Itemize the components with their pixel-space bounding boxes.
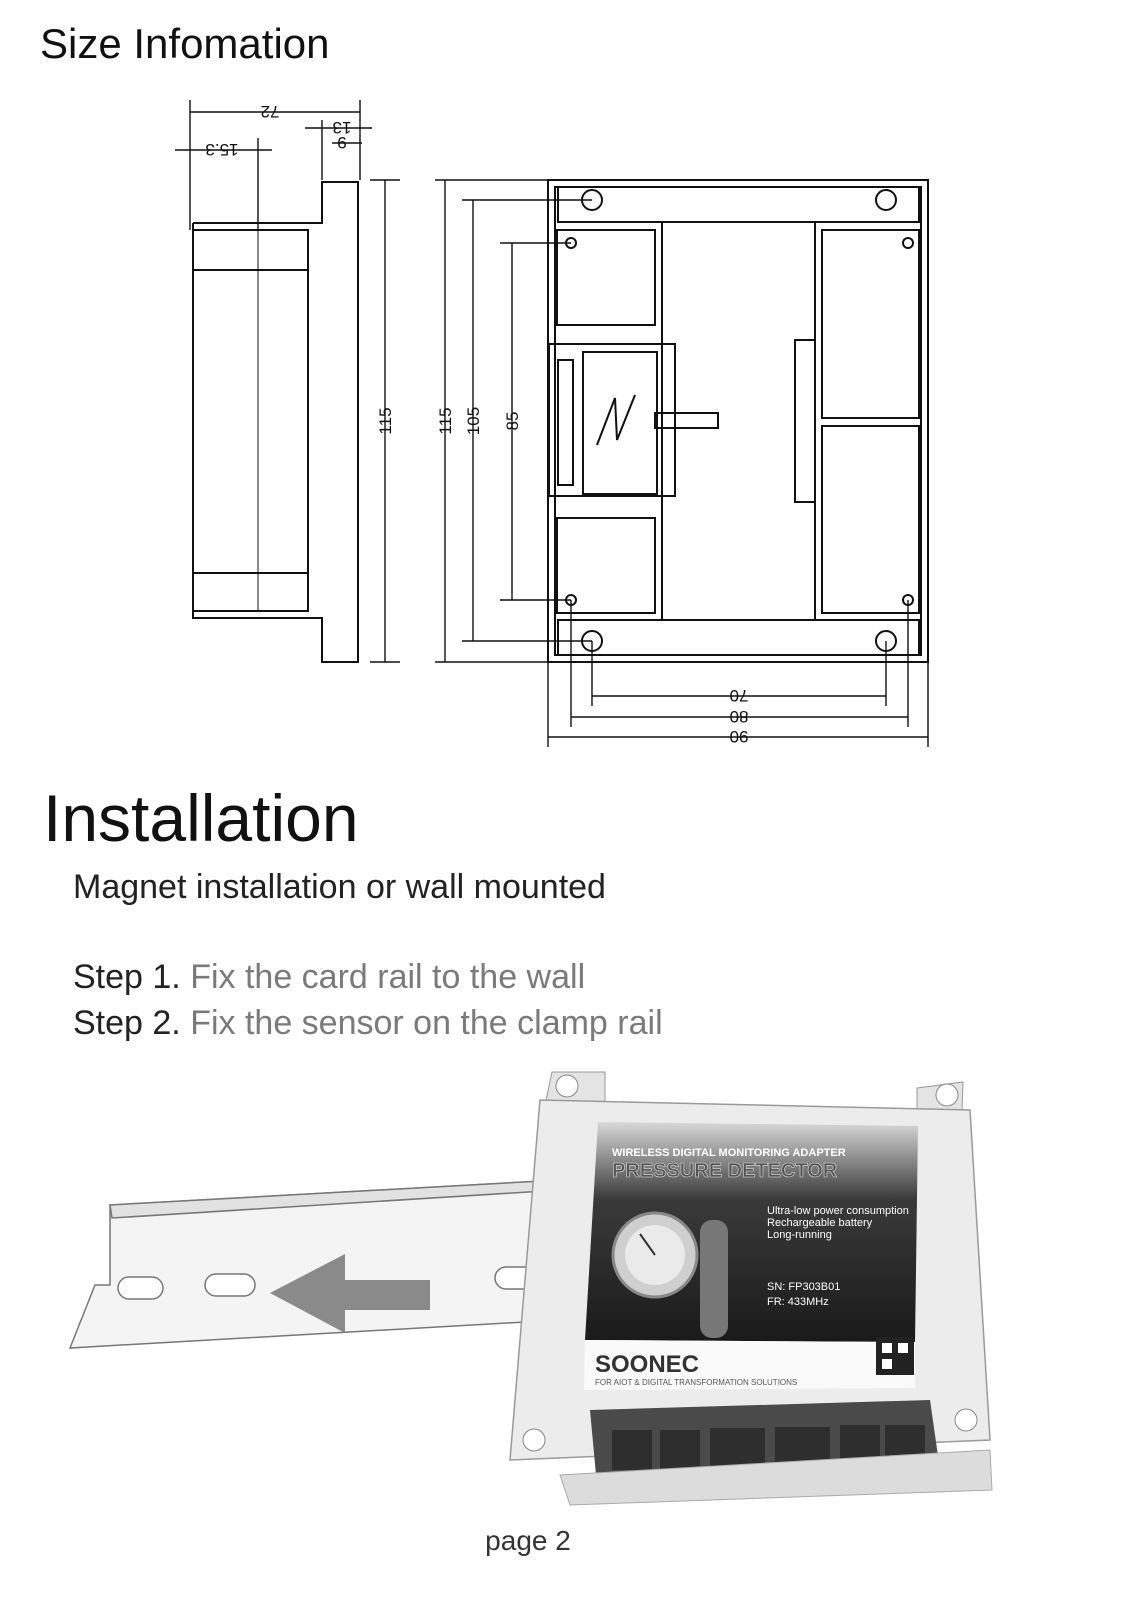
dim-13: 13 xyxy=(332,118,352,137)
label-serial: SN: FP303B01 xyxy=(767,1281,841,1293)
label-title: PRESSURE DETECTOR xyxy=(612,1160,838,1182)
dim-80: 80 xyxy=(729,707,749,726)
dim-front-115: 115 xyxy=(436,407,455,435)
installation-photo xyxy=(0,1060,1135,1510)
label-header: WIRELESS DIGITAL MONITORING ADAPTER xyxy=(612,1147,846,1159)
label-feature-3: Long-running xyxy=(767,1229,832,1241)
brand-tagline: FOR AIOT & DIGITAL TRANSFORMATION SOLUTIONS xyxy=(595,1378,798,1387)
side-view-outline xyxy=(193,182,358,662)
dim-90: 90 xyxy=(729,727,749,746)
label-feature-2: Rechargeable battery xyxy=(767,1217,873,1229)
dim-15-3: 15.3 xyxy=(205,140,239,159)
step-1-text: Fix the card rail to the wall xyxy=(180,958,586,996)
installation-heading: Installation xyxy=(43,781,359,855)
step-2 xyxy=(73,1004,663,1043)
dim-72: 72 xyxy=(260,102,280,121)
din-rail xyxy=(70,1180,560,1348)
step-1-label: Step 1. xyxy=(73,958,181,996)
brand-logo: SOONEC xyxy=(595,1351,700,1378)
step-2-text: Fix the sensor on the clamp rail xyxy=(180,1004,663,1042)
step-1 xyxy=(73,958,585,997)
dim-70: 70 xyxy=(729,686,749,705)
label-feature-1: Ultra-low power consumption xyxy=(767,1205,909,1217)
step-2-label: Step 2. xyxy=(73,1004,181,1042)
dim-105: 105 xyxy=(464,406,483,436)
page-number: page 2 xyxy=(485,1525,571,1556)
sensor-device xyxy=(510,1072,992,1505)
dim-85: 85 xyxy=(503,411,522,431)
front-view-outline xyxy=(548,180,928,662)
installation-subtitle: Magnet installation or wall mounted xyxy=(73,868,606,906)
dim-9: 9 xyxy=(337,133,347,152)
size-information-heading: Size Infomation xyxy=(40,20,330,67)
label-frequency: FR: 433MHz xyxy=(767,1296,829,1308)
dimension-drawing xyxy=(0,0,1135,780)
dim-side-115: 115 xyxy=(376,407,395,435)
